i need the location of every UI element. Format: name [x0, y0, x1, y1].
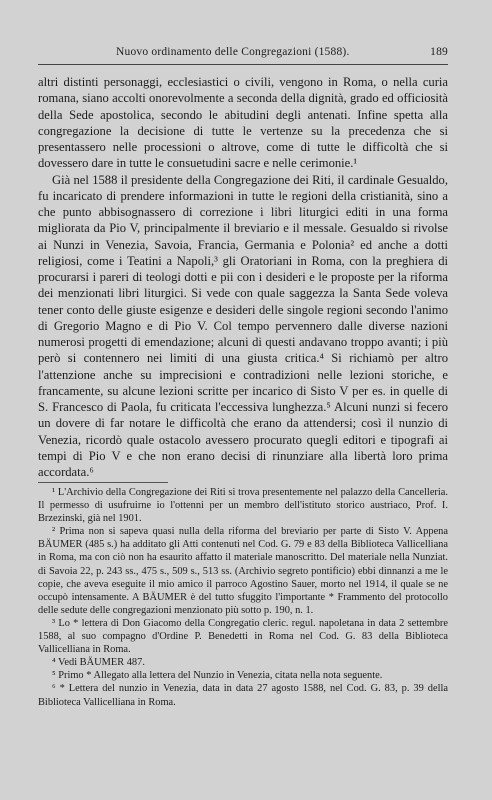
- page-number: 189: [430, 46, 448, 58]
- footnote: ⁶ * Lettera del nunzio in Venezia, data in data 27 agosto 1588, nel Cod. G. 83, p. 39 della Biblioteca Vallicelliana in Roma.: [38, 683, 448, 708]
- footnote: ¹ L'Archivio della Congregazione dei Riti si trova presentemente nel palazzo della Cancelleria. Il permesso di usufruirne io l'ottenni per un membro dell'istituto storico austriaco, Prof. I. Brzezinski, già nel 1901.: [38, 487, 448, 525]
- footnote: ² Prima non si sapeva quasi nulla della riforma del breviario per parte di Sisto V. Appena BÄUMER (485 s.) ha additato gli Atti contenuti nel Cod. G. 79 e 83 della Biblioteca Vallicelliana in Roma, ma con ciò non ha esaurito affatto il materiale manoscritto. Del materiale nella Nunziat. di Savoia 22, p. 243 ss., 475 s., 509 s., 513 ss. (Archivio segreto pontificio) ebbi dinnanzi a me le copie, che aveva eseguite il mio amico il parroco Agostino Sauer, morto nel 1914, il quale se ne occupò intensamente. A BÄUMER è del tutto sfuggito l'importante * Frammento del protocollo delle sedute delle congregazioni menzionato più sotto p. 190, n. 1.: [38, 526, 448, 616]
- running-header: [38, 46, 448, 65]
- footnote-divider: [38, 482, 168, 483]
- paragraph: Già nel 1588 il presidente della Congregazione dei Riti, il cardinale Gesualdo, fu incaricato di prendere informazioni in tutte le regioni della cristianità, sino a che punto abbisognassero di correzione i libri liturgici editi in una forma migliorata da Pio V, principalmente il breviario e il messale. Gesualdo si rivolse ai Nunzi in Venezia, Savoia, Francia, Germania e Polonia² ed anche a dotti religiosi, come i Teatini a Napoli,³ gli Oratoriani in Roma, con la preghiera di procurarsi i pareri di teologi dotti e pii con i desideri e le proposte per la riforma dei menzionati libri liturgici. Si vede con quale saggezza la Santa Sede voleva tener conto delle giuste esigenze e desideri delle singole regioni secondo l'animo di Gregorio Magno e di Pio V. Col tempo pervennero dalle diverse nazioni numerosi progetti di emendazione; alcuni di questi andavano troppo avanti; i più però si contennero nei limiti di una giusta critica.⁴ Si richiamò per altro l'attenzione anche su imprecisioni e contradizioni nelle lezioni storiche, e francamente, su alcune lezioni scritte per incarico di Sisto V per es. in quelle di S. Francesco di Paola, fu criticata l'eccessiva lunghezza.⁵ Alcuni nunzi si fecero un dovere di far notare le difficoltà che erano da attendersi; così il nunzio di Venezia, ricordò quale ostacolo avessero procurato quegli editori e tipografi ai tempi di Pio V e che non erano decisi di rinunziare alla libertà loro prima accordata.⁶: [38, 172, 448, 479]
- paragraph: altri distinti personaggi, ecclesiastici o civili, vengono in Roma, o nella curia romana, siano accolti onorevolmente a seconda della dignità, grado ed officiosità della Sede apostolica, secondo le abitudini degli antenati. Infine spetta alla congregazione la decisione di tutte le vertenze su la precedenza che si presentassero nelle processioni o altrove, come di tutte le difficoltà che si dovessero dare in tutte le consuetudini sacre e nelle cerimonie.¹: [38, 75, 448, 171]
- footnotes: [38, 486, 448, 709]
- footnote: ⁴ Vedi BÄUMER 487.: [52, 657, 145, 669]
- running-title: Nuovo ordinamento delle Congregazioni (1588).: [116, 46, 350, 58]
- footnote: ³ Lo * lettera di Don Giacomo della Congregatio cleric. regul. napoletana in data 2 settembre 1588, al suo compagno d'Ordine P. Benedetti in Roma nel Cod. G. 83 della Biblioteca Vallicelliana in Roma.: [38, 617, 448, 656]
- footnote: ⁵ Primo * Allegato alla lettera del Nunzio in Venezia, citata nella nota seguente.: [52, 670, 383, 682]
- main-text: [38, 74, 448, 480]
